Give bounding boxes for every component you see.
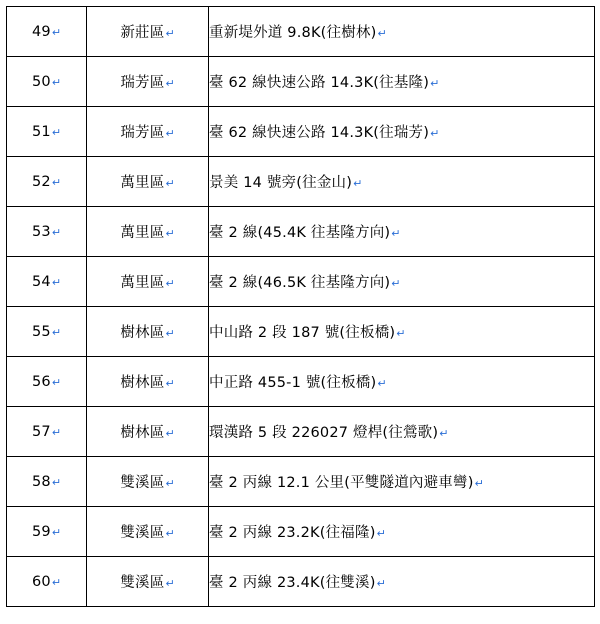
location-cell-text: 中山路 2 段 187 號(往板橋) [209,325,396,341]
paragraph-mark-icon: ↵ [51,225,62,239]
paragraph-mark-icon: ↵ [51,425,62,439]
row-number-cell-text: 49 [31,23,51,40]
district-cell [87,507,209,557]
paragraph-mark-icon: ↵ [51,325,62,339]
paragraph-mark-icon: ↵ [474,477,484,490]
location-cell [209,407,595,457]
paragraph-mark-icon: ↵ [165,77,175,90]
paragraph-mark-icon: ↵ [391,277,401,290]
paragraph-mark-icon: ↵ [377,377,387,390]
table-row [7,107,595,157]
row-number-cell-text: 60 [31,573,51,590]
district-cell [87,307,209,357]
row-number-cell [7,307,87,357]
row-number-cell-text: 50 [31,73,51,90]
row-number-cell [7,507,87,557]
location-cell [209,57,595,107]
row-number-cell-text: 52 [31,173,51,190]
location-cell-text: 臺 2 丙線 23.2K(往福隆) [209,525,376,541]
table-row [7,507,595,557]
table-row [7,57,595,107]
paragraph-mark-icon: ↵ [353,177,363,190]
table-row [7,257,595,307]
district-cell-text: 雙溪區 [120,475,165,491]
paragraph-mark-icon: ↵ [165,127,175,140]
paragraph-mark-icon: ↵ [51,525,62,539]
row-number-cell-text: 51 [31,123,51,140]
location-cell-text: 臺 2 線(46.5K 往基隆方向) [209,275,391,291]
district-cell [87,257,209,307]
location-cell [209,107,595,157]
district-cell [87,357,209,407]
paragraph-mark-icon: ↵ [165,27,175,40]
district-cell [87,557,209,607]
row-number-cell [7,357,87,407]
paragraph-mark-icon: ↵ [165,477,175,490]
district-cell-text: 雙溪區 [120,525,165,541]
table-body [7,7,595,607]
district-cell [87,207,209,257]
row-number-cell [7,257,87,307]
location-cell [209,357,595,407]
district-cell-text: 瑞芳區 [120,125,165,141]
paragraph-mark-icon: ↵ [51,75,62,89]
location-cell-text: 臺 2 線(45.4K 往基隆方向) [209,225,391,241]
row-number-cell-text: 58 [31,473,51,490]
row-number-cell-text: 57 [31,423,51,440]
district-cell-text: 萬里區 [120,225,165,241]
row-number-cell [7,107,87,157]
paragraph-mark-icon: ↵ [165,377,175,390]
paragraph-mark-icon: ↵ [165,277,175,290]
location-cell [209,207,595,257]
table-row [7,307,595,357]
table-row [7,207,595,257]
district-cell [87,107,209,157]
district-cell-text: 萬里區 [120,175,165,191]
paragraph-mark-icon: ↵ [165,177,175,190]
row-number-cell-text: 59 [31,523,51,540]
row-number-cell [7,407,87,457]
table-row [7,557,595,607]
row-number-cell-text: 55 [31,323,51,340]
paragraph-mark-icon: ↵ [51,25,62,39]
district-cell-text: 樹林區 [120,425,165,441]
location-cell [209,457,595,507]
district-cell [87,7,209,57]
row-number-cell-text: 54 [31,273,51,290]
paragraph-mark-icon: ↵ [430,77,440,90]
row-number-cell [7,457,87,507]
location-cell-text: 臺 2 丙線 23.4K(往雙溪) [209,575,376,591]
location-cell-text: 環漢路 5 段 226027 燈桿(往鶯歌) [209,425,439,441]
location-table [6,6,595,607]
location-cell-text: 臺 62 線快速公路 14.3K(往基隆) [209,75,430,91]
district-cell-text: 萬里區 [120,275,165,291]
district-cell [87,157,209,207]
district-cell [87,57,209,107]
paragraph-mark-icon: ↵ [51,475,62,489]
row-number-cell [7,57,87,107]
district-cell-text: 樹林區 [120,375,165,391]
district-cell-text: 瑞芳區 [120,75,165,91]
paragraph-mark-icon: ↵ [439,427,449,440]
row-number-cell [7,557,87,607]
district-cell-text: 樹林區 [120,325,165,341]
location-cell-text: 景美 14 號旁(往金山) [209,175,353,191]
paragraph-mark-icon: ↵ [51,575,62,589]
district-cell [87,407,209,457]
table-row [7,407,595,457]
table-row [7,7,595,57]
location-cell [209,257,595,307]
paragraph-mark-icon: ↵ [165,227,175,240]
paragraph-mark-icon: ↵ [376,527,386,540]
table-row [7,157,595,207]
paragraph-mark-icon: ↵ [376,577,386,590]
row-number-cell [7,7,87,57]
row-number-cell-text: 53 [31,223,51,240]
district-cell [87,457,209,507]
paragraph-mark-icon: ↵ [51,175,62,189]
location-cell-text: 中正路 455-1 號(往板橋) [209,375,377,391]
location-cell [209,557,595,607]
row-number-cell [7,207,87,257]
location-cell [209,307,595,357]
table-row [7,357,595,407]
paragraph-mark-icon: ↵ [51,375,62,389]
paragraph-mark-icon: ↵ [430,127,440,140]
paragraph-mark-icon: ↵ [165,527,175,540]
location-cell [209,507,595,557]
row-number-cell [7,157,87,207]
paragraph-mark-icon: ↵ [377,27,387,40]
district-cell-text: 雙溪區 [120,575,165,591]
paragraph-mark-icon: ↵ [51,275,62,289]
paragraph-mark-icon: ↵ [396,327,406,340]
row-number-cell-text: 56 [31,373,51,390]
location-cell [209,7,595,57]
paragraph-mark-icon: ↵ [165,327,175,340]
table-row [7,457,595,507]
location-cell-text: 臺 62 線快速公路 14.3K(往瑞芳) [209,125,430,141]
paragraph-mark-icon: ↵ [165,427,175,440]
paragraph-mark-icon: ↵ [51,125,62,139]
district-cell-text: 新莊區 [120,25,165,41]
paragraph-mark-icon: ↵ [391,227,401,240]
paragraph-mark-icon: ↵ [165,577,175,590]
location-cell-text: 重新堤外道 9.8K(往樹林) [209,25,377,41]
location-cell-text: 臺 2 丙線 12.1 公里(平雙隧道內避車彎) [209,475,474,491]
location-cell [209,157,595,207]
